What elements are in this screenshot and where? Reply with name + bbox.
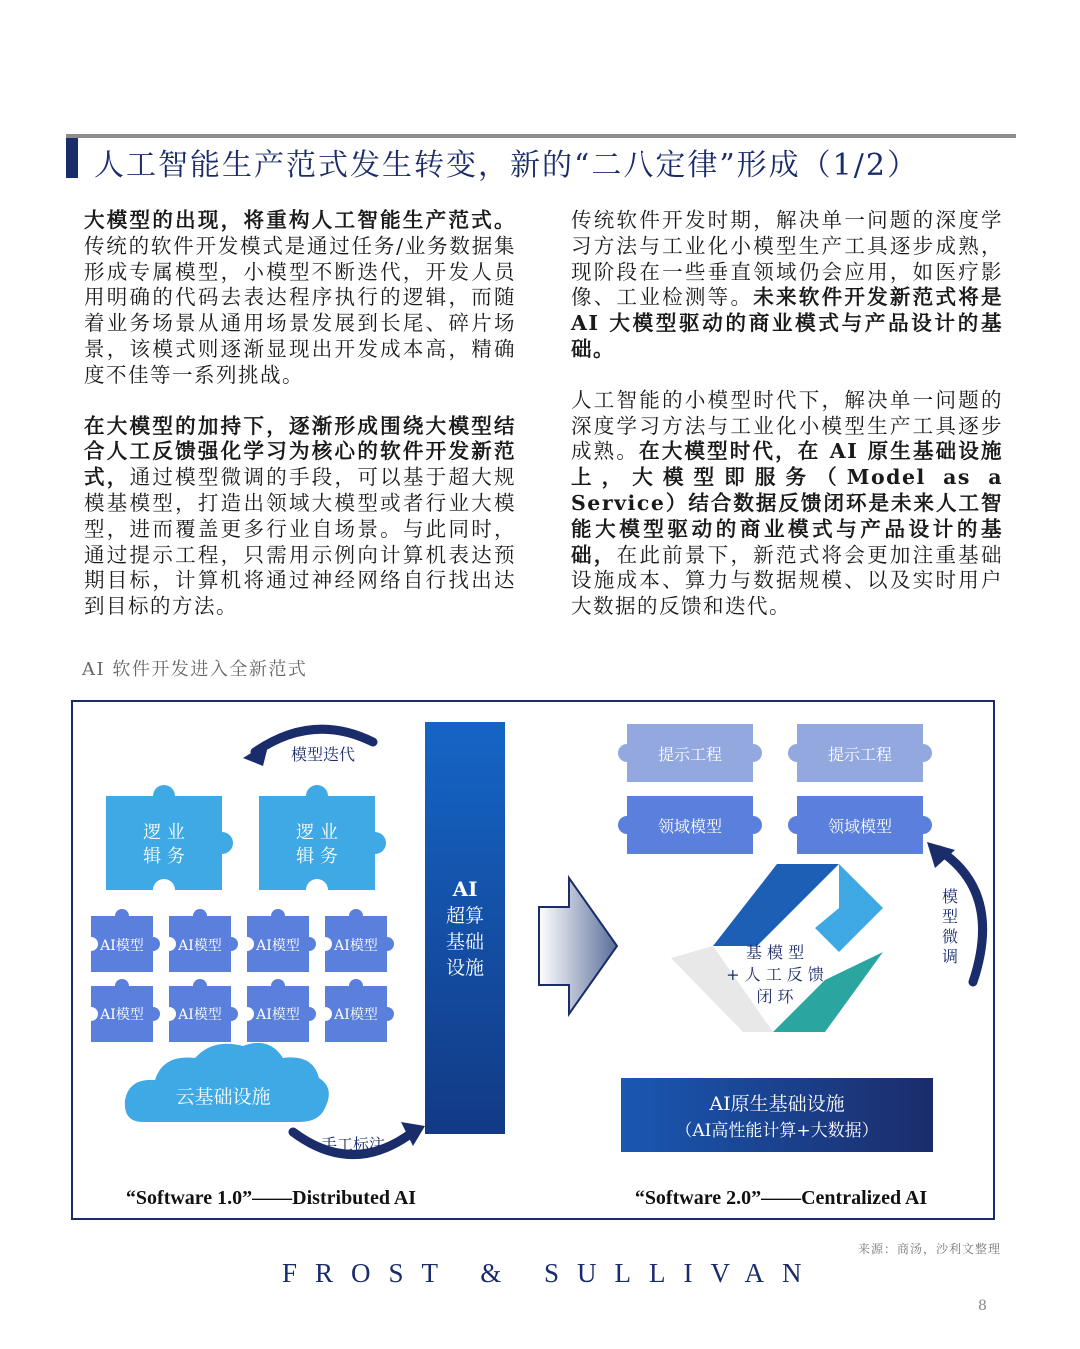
finetune-char-4: 调 [941,947,959,966]
manual-label: 手工标注 [320,1135,386,1154]
left-p2-bold: 在大模型的加持下，逐渐形成围绕大模型结合人工反馈强化学习为核心的软件开发新范式， [84,413,516,490]
domain-label-1: 领域模型 [657,817,723,836]
ai-model-label: AI模型 [100,1007,144,1023]
top-rule [66,134,1016,138]
business-logic-1-line2: 辑 务 [143,846,185,867]
title-accent-bar [66,138,78,178]
right-paragraph-1 [571,208,1003,363]
software2-label: “Software 2.0”——Centralized AI [634,1187,928,1209]
brand-logo: FROST & SULLIVAN [282,1258,820,1288]
business-logic-2-line1: 逻 业 [296,822,338,843]
source-note: 来源：商汤，沙利文整理 [858,1242,1002,1256]
ai-model-label: AI模型 [334,938,378,954]
cycle-segment-top [713,864,839,946]
cloud-label: 云基础设施 [175,1086,271,1108]
ai-model-label: AI模型 [178,938,222,954]
left-paragraph-1 [84,208,516,389]
supercompute-column [425,722,505,1134]
right-p2-bold: 在大模型时代，在 AI 原生基础设施上，大模型即服务（Model as a Service）结合数据反馈闭环是未来人工智能大模型驱动的商业模式与产品设计的基础， [571,439,1003,567]
business-logic-puzzle-1 [106,785,233,901]
page-number: 8 [978,1298,987,1314]
cycle-line2: + 人 工 反 馈 [726,965,824,984]
left-p1-text: 传统的软件开发模式是通过任务/业务数据集形成专属模型，小模型不断迭代，开发人员用明确的代码去表达程序执行的逻辑，而随着业务场景从通用场景发展到长尾、碎片场景，该模式则逐渐显现出开发成本高，精确度不佳等一系列挑战。 [84,233,516,387]
finetune-char-2: 型 [941,907,959,926]
software1-label: “Software 1.0”——Distributed AI [125,1187,417,1209]
compute-line3: 基础 [445,931,485,953]
right-p1-bold: 未来软件开发新范式将是 AI 大模型驱动的商业模式与产品设计的基础。 [571,285,1004,361]
business-logic-puzzle-2 [259,785,386,901]
compute-line2: 超算 [445,905,485,927]
business-logic-1-line1: 逻 业 [143,822,185,843]
figure-caption: AI 软件开发进入全新范式 [82,659,308,680]
prompt-label-1: 提示工程 [657,745,723,764]
ai-model-label: AI模型 [178,1007,222,1023]
iterate-label: 模型迭代 [290,745,356,764]
ai-model-label: AI模型 [256,938,300,954]
ai-model-label: AI模型 [334,1007,378,1023]
left-column [84,208,516,645]
native-line1: AI原生基础设施 [709,1093,845,1115]
right-column [571,208,1003,645]
cloud-shape [125,1043,329,1122]
domain-label-2: 领域模型 [827,817,893,836]
compute-line4: 设施 [445,957,485,979]
left-paragraph-2 [84,414,516,620]
left-p2-text: 通过模型微调的手段，可以基于超大规模基模型，打造出领域大模型或者行业大模型，进而覆盖更多行业自场景。与此同时，通过提示工程，只需用示例向计算机表达预期目标，计算机将通过神经网络自行找出达到目标的方法。 [84,465,517,619]
finetune-label: 模型微调 [73,702,77,703]
prompt-label-2: 提示工程 [827,745,893,764]
ai-model-label: AI模型 [256,1007,300,1023]
native-line2: （AI高性能计算+大数据） [675,1121,879,1141]
left-p1-bold: 大模型的出现，将重构人工智能生产范式。 [84,208,516,232]
cycle-line1: 基 模 型 [745,943,805,962]
right-paragraph-2 [571,388,1003,620]
cycle-line3: 闭 环 [756,987,794,1006]
finetune-char-1: 模 [941,887,959,906]
right-p1-text: 传统软件开发时期，解决单一问题的深度学习方法与工业化小模型生产工具逐步成熟，现阶段在一些垂直领域仍会应用，如医疗影像、工业检测等。 [571,208,1003,310]
right-p2-text2: 在此前景下，新范式将会更加注重基础设施成本、算力与数据规模、以及实时用户大数据的反馈和迭代。 [571,542,1004,619]
paradigm-diagram [73,702,993,1218]
compute-line1: AI [452,877,478,901]
finetune-char-3: 微 [941,927,959,946]
iterate-arrow-head [243,742,269,766]
business-logic-2-line2: 辑 务 [296,846,338,867]
paradigm-figure [71,700,995,1220]
page-title: 人工智能生产范式发生转变，新的“二八定律”形成（1/2） [94,148,919,183]
transition-arrow [539,878,617,1014]
right-p2-text: 人工智能的小模型时代下，解决单一问题的深度学习方法与工业化小模型生产工具逐步成熟。 [571,387,1003,464]
ai-model-label: AI模型 [100,938,144,954]
